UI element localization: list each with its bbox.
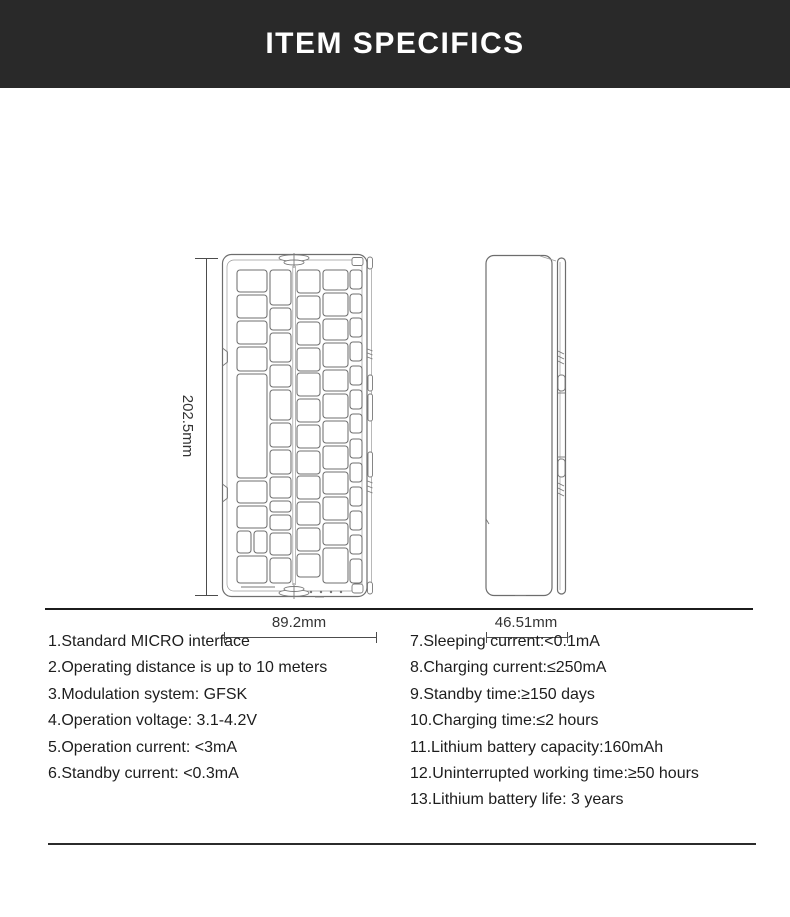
side-width-dimension-label: 46.51mm [494,614,558,631]
spec-item: 11.Lithium battery capacity:160mAh [410,738,664,756]
spec-list-left [48,629,398,787]
spec-item: 1.Standard MICRO interface [48,633,250,650]
height-dimension-line [206,258,207,596]
technical-drawing [0,88,790,631]
separator-top [45,608,753,610]
separator-bottom [48,843,756,845]
spec-item: 6.Standby current: <0.3mA [48,764,239,782]
page-title: ITEM SPECIFICS [265,27,525,60]
spec-list-right [410,629,770,814]
spec-item: 13.Lithium battery life: 3 years [410,791,624,809]
height-dimension-label: 202.5mm [179,394,196,458]
keyboard-side-drawing [484,253,571,600]
spec-item: 10.Charging time:≤2 hours [410,712,599,730]
spec-item: 5.Operation current: <3mA [48,738,237,756]
spec-item: 3.Modulation system: GFSK [48,685,248,703]
spec-item: 8.Charging current:≤250mA [410,659,607,677]
spec-item: 4.Operation voltage: 3.1-4.2V [48,712,258,730]
spec-item: 12.Uninterrupted working time:≥50 hours [410,764,699,782]
spec-item: 2.Operating distance is up to 10 meters [48,659,328,677]
spec-item: 7.Sleeping current:<0.1mA [410,633,600,650]
title-bar [0,0,790,88]
keyboard-front-drawing [221,253,374,600]
spec-item: 9.Standby time:≥150 days [410,685,595,703]
front-width-dimension-label: 89.2mm [271,614,327,631]
